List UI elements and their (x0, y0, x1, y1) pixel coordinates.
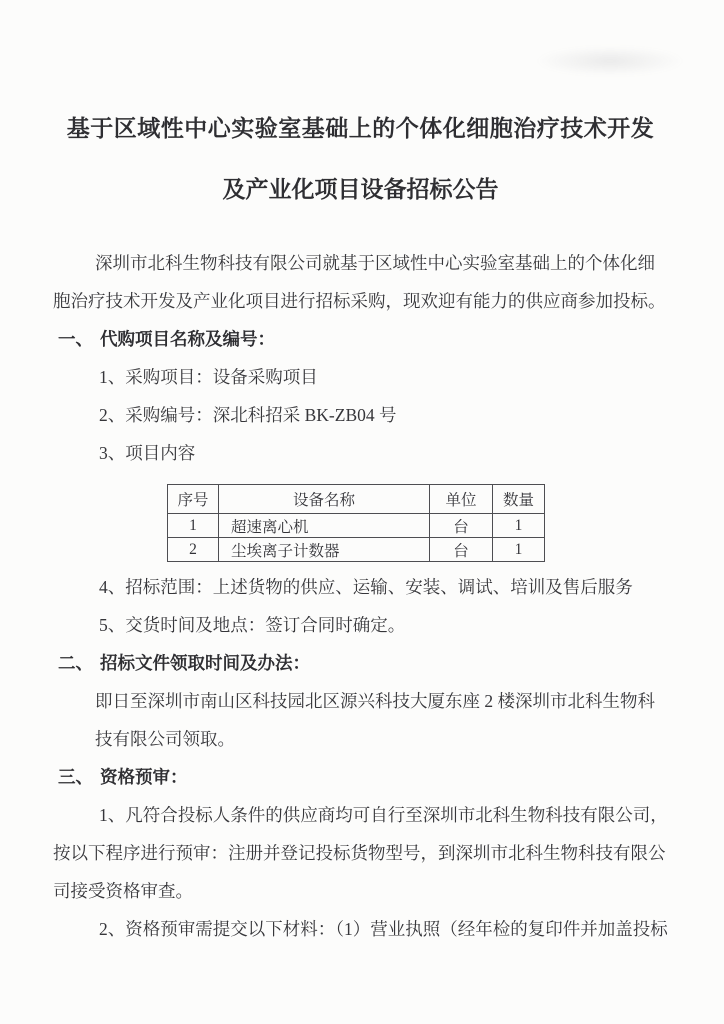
cell-device-name: 尘埃离子计数器 (219, 538, 430, 562)
cell-device-name: 超速离心机 (219, 514, 430, 538)
section3-body-line4: 2、资格预审需提交以下材料：（1）营业执照（经年检的复印件并加盖投标 (99, 919, 668, 939)
section-3-title: 资格预审： (100, 767, 188, 787)
section1-item-4: 4、招标范围：上述货物的供应、运输、安装、调试、培训及售后服务 (99, 577, 633, 597)
section-2-title: 招标文件领取时间及办法： (100, 653, 310, 673)
section-2-marker: 二、 (58, 653, 93, 673)
section-3-heading (53, 758, 668, 796)
section1-item-2: 2、采购编号：深北科招采 BK-ZB04 号 (99, 405, 397, 425)
section-3-marker: 三、 (58, 767, 93, 787)
cell-quantity: 1 (493, 538, 545, 562)
section1-item-1: 1、采购项目：设备采购项目 (99, 367, 318, 387)
equipment-table (167, 484, 545, 562)
section3-body-line2: 按以下程序进行预审：注册并登记投标货物型号，到深圳市北科生物科技有限公 (53, 843, 666, 863)
section-1-title: 代购项目名称及编号： (100, 329, 275, 349)
document-title-line2: 及产业化项目设备招标公告 (222, 177, 499, 202)
cell-index: 2 (168, 538, 219, 562)
document-title-line1: 基于区域性中心实验室基础上的个体化细胞治疗技术开发 (66, 116, 655, 141)
intro-paragraph-line1: 深圳市北科生物科技有限公司就基于区域性中心实验室基础上的个体化细 (95, 253, 655, 273)
section-2-heading (53, 644, 668, 682)
cell-unit: 台 (430, 514, 493, 538)
th-index: 序号 (168, 485, 219, 514)
section2-body-line1: 即日至深圳市南山区科技园北区源兴科技大厦东座 2 楼深圳市北科生物科 (95, 691, 655, 711)
section1-item-3: 3、项目内容 (99, 443, 196, 463)
section-1-marker: 一、 (58, 329, 93, 349)
cell-unit: 台 (430, 538, 493, 562)
cell-quantity: 1 (493, 514, 545, 538)
th-quantity: 数量 (493, 485, 545, 514)
equipment-table-header-row (168, 485, 545, 514)
equipment-table-row (168, 514, 545, 538)
section3-body-line1: 1、凡符合投标人条件的供应商均可自行至深圳市北科生物科技有限公司， (99, 805, 668, 825)
th-unit: 单位 (430, 485, 493, 514)
intro-paragraph-line2: 胞治疗技术开发及产业化项目进行招标采购，现欢迎有能力的供应商参加投标。 (53, 291, 666, 311)
th-device-name: 设备名称 (219, 485, 430, 514)
section-1-heading (53, 320, 668, 358)
section1-item-5: 5、交货时间及地点：签订合同时确定。 (99, 615, 406, 635)
equipment-table-row (168, 538, 545, 562)
scan-artifact-smudge (535, 46, 685, 76)
cell-index: 1 (168, 514, 219, 538)
section3-body-line3: 司接受资格审查。 (53, 881, 193, 901)
section2-body-line2: 技有限公司领取。 (95, 729, 235, 749)
